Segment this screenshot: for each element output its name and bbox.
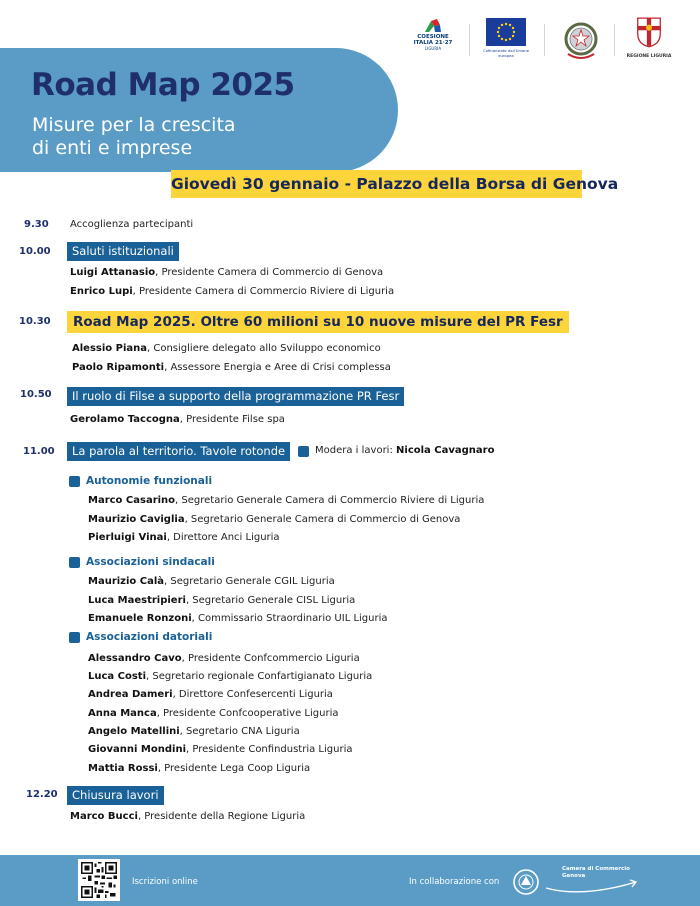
logo-divider xyxy=(469,24,470,56)
eu-logo xyxy=(482,18,530,64)
speaker-row xyxy=(70,286,394,298)
speaker-row xyxy=(70,267,383,279)
speaker-role: , Direttore Confesercenti Liguria xyxy=(172,689,333,700)
speaker-role: , Presidente Confindustria Liguria xyxy=(186,744,353,755)
bullet-square-icon xyxy=(69,557,80,568)
moderator-label: Modera i lavori: xyxy=(315,445,397,456)
time-1000: 10.00 xyxy=(19,246,51,257)
subtitle-line: Misure per la crescita xyxy=(32,114,236,136)
time-1030: 10.30 xyxy=(19,316,51,327)
liguria-caption: REGIONE LIGURIA xyxy=(626,54,672,59)
speaker-role: , Segretario CNA Liguria xyxy=(179,726,300,737)
regione-liguria-logo xyxy=(624,16,674,66)
speaker-row xyxy=(88,689,333,701)
speaker-row xyxy=(88,653,360,665)
group-label-datoriali: Associazioni datoriali xyxy=(86,631,213,643)
speaker-role: , Assessore Energia e Aree di Crisi complessa xyxy=(164,362,391,373)
speaker-role: , Direttore Anci Liguria xyxy=(166,532,280,543)
speaker-role: , Commissario Straordinario UIL Liguria xyxy=(191,613,388,624)
speaker-role: , Presidente Confcooperative Liguria xyxy=(156,708,339,719)
registration-text: Iscrizioni online xyxy=(132,877,198,887)
moderator-line xyxy=(315,445,494,456)
partner-name xyxy=(562,866,630,880)
group-label-autonomie: Autonomie funzionali xyxy=(86,475,213,487)
speaker-role: , Presidente Camera di Commercio di Genova xyxy=(155,267,384,278)
speaker-row xyxy=(72,362,391,374)
speaker-row xyxy=(88,495,484,507)
speaker-role: , Presidente della Regione Liguria xyxy=(137,811,306,822)
speaker-name: Enrico Lupi xyxy=(70,286,133,297)
session-title-chiusura: Chiusura lavori xyxy=(67,786,164,805)
speaker-role: , Consigliere delegato allo Sviluppo economico xyxy=(147,343,381,354)
speaker-row xyxy=(88,613,388,625)
bullet-square-icon xyxy=(69,476,80,487)
speaker-role: , Presidente Filse spa xyxy=(179,414,285,425)
speaker-row xyxy=(70,414,285,426)
speaker-row xyxy=(70,811,305,823)
bullet-square-icon xyxy=(298,446,309,457)
speaker-name: Emanuele Ronzoni xyxy=(88,613,192,624)
speaker-role: , Presidente Camera di Commercio Riviere di Liguria xyxy=(132,286,395,297)
group-label-sindacali: Associazioni sindacali xyxy=(86,556,215,568)
speaker-row xyxy=(72,343,381,355)
page-title: Road Map 2025 xyxy=(31,67,295,103)
speaker-name: Anna Manca xyxy=(88,708,157,719)
speaker-name: Maurizio Calà xyxy=(88,576,165,587)
speaker-row xyxy=(88,532,280,544)
time-930: 9.30 xyxy=(24,219,49,230)
speaker-row xyxy=(88,595,355,607)
liguria-shield-icon xyxy=(636,16,662,48)
speaker-row xyxy=(88,708,338,720)
session-title-territorio: La parola al territorio. Tavole rotonde xyxy=(67,442,290,461)
speaker-row xyxy=(88,726,300,738)
partner-line: Genova xyxy=(562,873,586,879)
speaker-name: Alessandro Cavo xyxy=(88,653,182,664)
speaker-name: Luca Costi xyxy=(88,671,147,682)
logo-divider xyxy=(614,24,615,56)
speaker-name: Alessio Piana xyxy=(72,343,148,354)
time-1100: 11.00 xyxy=(23,446,55,457)
session-title-saluti: Saluti istituzionali xyxy=(67,242,179,261)
speaker-row xyxy=(88,744,352,756)
speaker-role: , Segretario regionale Confartigianato Liguria xyxy=(146,671,373,682)
speaker-name: Marco Bucci xyxy=(70,811,138,822)
speaker-name: Mattia Rossi xyxy=(88,763,158,774)
logo-divider xyxy=(544,24,545,56)
camera-commercio-genova-logo xyxy=(512,866,642,898)
session-title-filse: Il ruolo di Filse a supporto della programmazione PR Fesr xyxy=(67,387,404,406)
eu-flag-icon xyxy=(486,18,526,46)
qr-code-icon[interactable] xyxy=(78,859,120,901)
qr-code-graphic xyxy=(81,862,117,898)
eu-caption: Cofinanziato dall'Unione europea xyxy=(482,48,530,58)
speaker-name: Luigi Attanasio xyxy=(70,267,156,278)
speaker-role: , Segretario Generale CISL Liguria xyxy=(185,595,356,606)
coesione-mark-icon xyxy=(423,18,443,34)
bullet-square-icon xyxy=(69,632,80,643)
speaker-name: Giovanni Mondini xyxy=(88,744,186,755)
speaker-role: , Segretario Generale CGIL Liguria xyxy=(164,576,335,587)
speaker-name: Angelo Matellini xyxy=(88,726,180,737)
speaker-row xyxy=(88,576,335,588)
speaker-name: Andrea Dameri xyxy=(88,689,173,700)
speaker-name: Luca Maestripieri xyxy=(88,595,186,606)
moderator-name: Nicola Cavagnaro xyxy=(396,445,495,456)
speaker-name: Marco Casarino xyxy=(88,495,176,506)
speaker-name: Paolo Ripamonti xyxy=(72,362,165,373)
coesione-italia-logo xyxy=(410,18,456,64)
subtitle-line: di enti e imprese xyxy=(32,137,193,159)
page-subtitle xyxy=(32,114,236,160)
speaker-row xyxy=(88,763,310,775)
coesione-line3: LIGURIA xyxy=(424,46,442,51)
time-1050: 10.50 xyxy=(20,389,52,400)
italian-republic-emblem-icon xyxy=(560,18,602,64)
speaker-name: Gerolamo Taccogna xyxy=(70,414,180,425)
welcome-text: Accoglienza partecipanti xyxy=(70,219,194,230)
coesione-line1: COESIONE xyxy=(417,34,449,40)
speaker-name: Maurizio Caviglia xyxy=(88,514,185,525)
speaker-row xyxy=(88,671,372,683)
speaker-role: , Segretario Generale Camera di Commercio di Genova xyxy=(184,514,461,525)
time-1220: 12.20 xyxy=(26,789,58,800)
session-title-roadmap: Road Map 2025. Oltre 60 milioni su 10 nuove misure del PR Fesr xyxy=(67,311,569,333)
speaker-name: Pierluigi Vinai xyxy=(88,532,167,543)
speaker-role: , Segretario Generale Camera di Commercio Riviere di Liguria xyxy=(175,495,485,506)
collaboration-text: In collaborazione con xyxy=(409,877,500,887)
partner-line: Camera di Commercio xyxy=(562,866,630,872)
speaker-row xyxy=(88,514,460,526)
speaker-role: , Presidente Lega Coop Liguria xyxy=(157,763,311,774)
coesione-line2: ITALIA 21·27 xyxy=(413,40,453,46)
speaker-role: , Presidente Confcommercio Liguria xyxy=(181,653,360,664)
date-place-banner: Giovedì 30 gennaio - Palazzo della Borsa di Genova xyxy=(171,170,582,198)
